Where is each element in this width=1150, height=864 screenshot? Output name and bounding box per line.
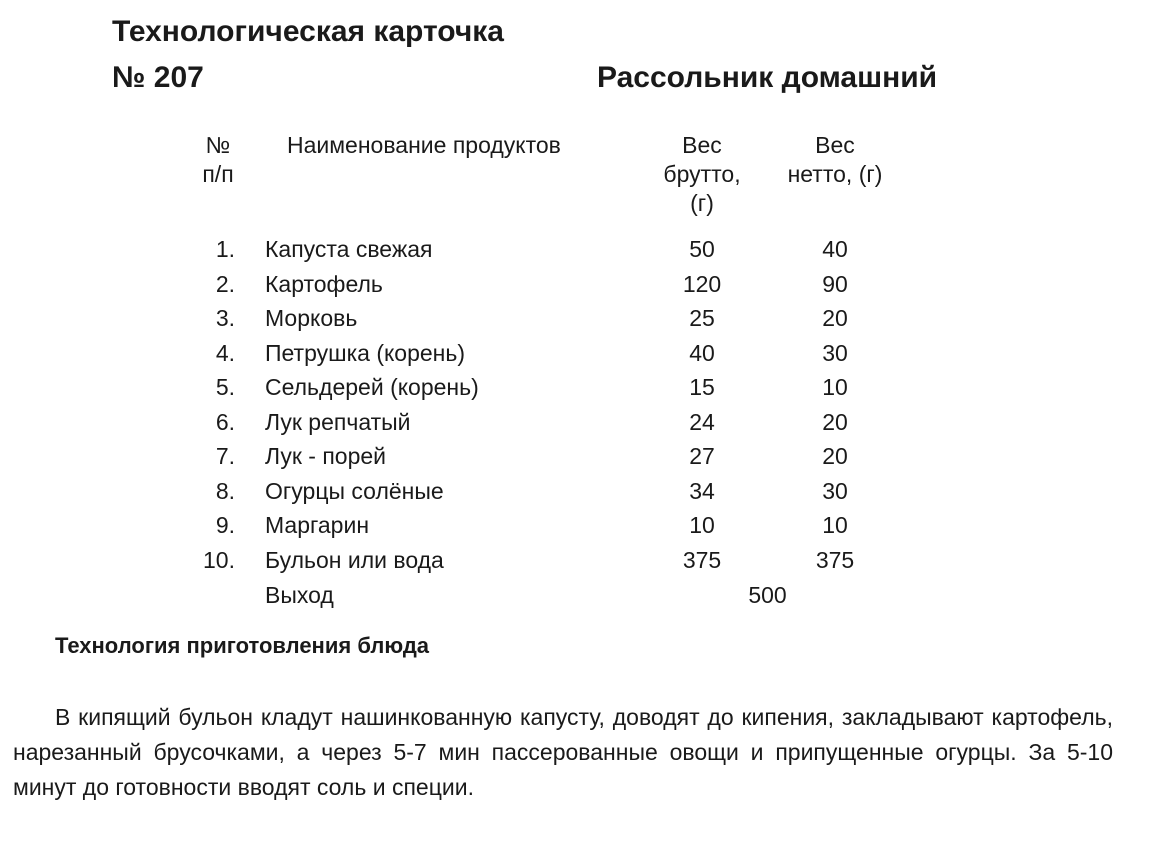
- gross-weight: 50: [689, 236, 715, 262]
- table-row: [0, 545, 1150, 580]
- product-name: Маргарин: [265, 512, 370, 538]
- product-name: Лук репчатый: [265, 408, 411, 435]
- gross-weight: 10: [689, 512, 715, 538]
- table-row: [0, 510, 1150, 545]
- table-row: [0, 234, 1150, 269]
- row-number: 10.: [203, 546, 235, 573]
- net-weight: 40: [822, 236, 848, 262]
- row-number: 6.: [215, 408, 235, 435]
- table-row: [0, 407, 1150, 442]
- product-name: Лук - порей: [265, 443, 387, 469]
- row-number: 2.: [215, 270, 235, 297]
- table-row: [0, 303, 1150, 338]
- product-name: Картофель: [265, 270, 383, 297]
- table-row: [0, 269, 1150, 304]
- table-row: [0, 441, 1150, 476]
- table-row: [0, 338, 1150, 373]
- gross-weight: 40: [689, 339, 715, 366]
- ingredients-table: [0, 234, 1150, 579]
- product-name: Огурцы солёные: [265, 477, 444, 504]
- net-weight: 10: [822, 512, 848, 538]
- net-weight: 30: [822, 339, 848, 366]
- product-name: Петрушка (корень): [265, 339, 466, 366]
- table-row: [0, 476, 1150, 511]
- technology-section-title: Технология приготовления блюда: [55, 633, 430, 658]
- column-header-number: № п/п: [202, 132, 234, 187]
- row-number: 1.: [215, 236, 235, 262]
- dish-name: Рассольник домашний: [597, 61, 938, 94]
- net-weight: 20: [822, 443, 848, 469]
- table-row: [0, 372, 1150, 407]
- row-number: 9.: [215, 512, 235, 538]
- row-number: 8.: [215, 477, 235, 504]
- product-name: Бульон или вода: [265, 546, 444, 573]
- gross-weight: 25: [689, 305, 715, 331]
- gross-weight: 15: [689, 374, 715, 400]
- output-label: Выход: [265, 582, 334, 608]
- product-name: Капуста свежая: [265, 236, 433, 262]
- net-weight: 375: [815, 546, 855, 573]
- card-number: № 207: [112, 61, 204, 94]
- technology-description: В кипящий бульон кладут нашинкованную капусту, доводят до кипения, закладывают картофель, нарезанный брусочками, а через 5-7 мин пассерованные овощи и припущенные огурцы. За 5-10 минут до готовности вводят соль и специи.: [13, 704, 1113, 800]
- column-header-gross-weight: Вес брутто, (г): [663, 132, 741, 216]
- net-weight: 10: [822, 374, 848, 400]
- column-header-product-name: Наименование продуктов: [287, 132, 561, 158]
- output-value: 500: [748, 582, 787, 608]
- net-weight: 20: [822, 408, 848, 435]
- gross-weight: 27: [689, 443, 715, 469]
- product-name: Сельдерей (корень): [265, 374, 479, 400]
- net-weight: 90: [822, 270, 848, 297]
- net-weight: 30: [822, 477, 848, 504]
- row-number: 4.: [215, 339, 235, 366]
- net-weight: 20: [822, 305, 848, 331]
- row-number: 7.: [215, 443, 235, 469]
- row-number: 3.: [215, 305, 235, 331]
- row-number: 5.: [215, 374, 235, 400]
- product-name: Морковь: [265, 305, 358, 331]
- gross-weight: 34: [689, 477, 715, 504]
- gross-weight: 24: [689, 408, 715, 435]
- column-header-net-weight: Вес нетто, (г): [787, 132, 883, 187]
- gross-weight: 375: [682, 546, 722, 573]
- gross-weight: 120: [682, 270, 722, 297]
- card-title: Технологическая карточка: [112, 15, 504, 48]
